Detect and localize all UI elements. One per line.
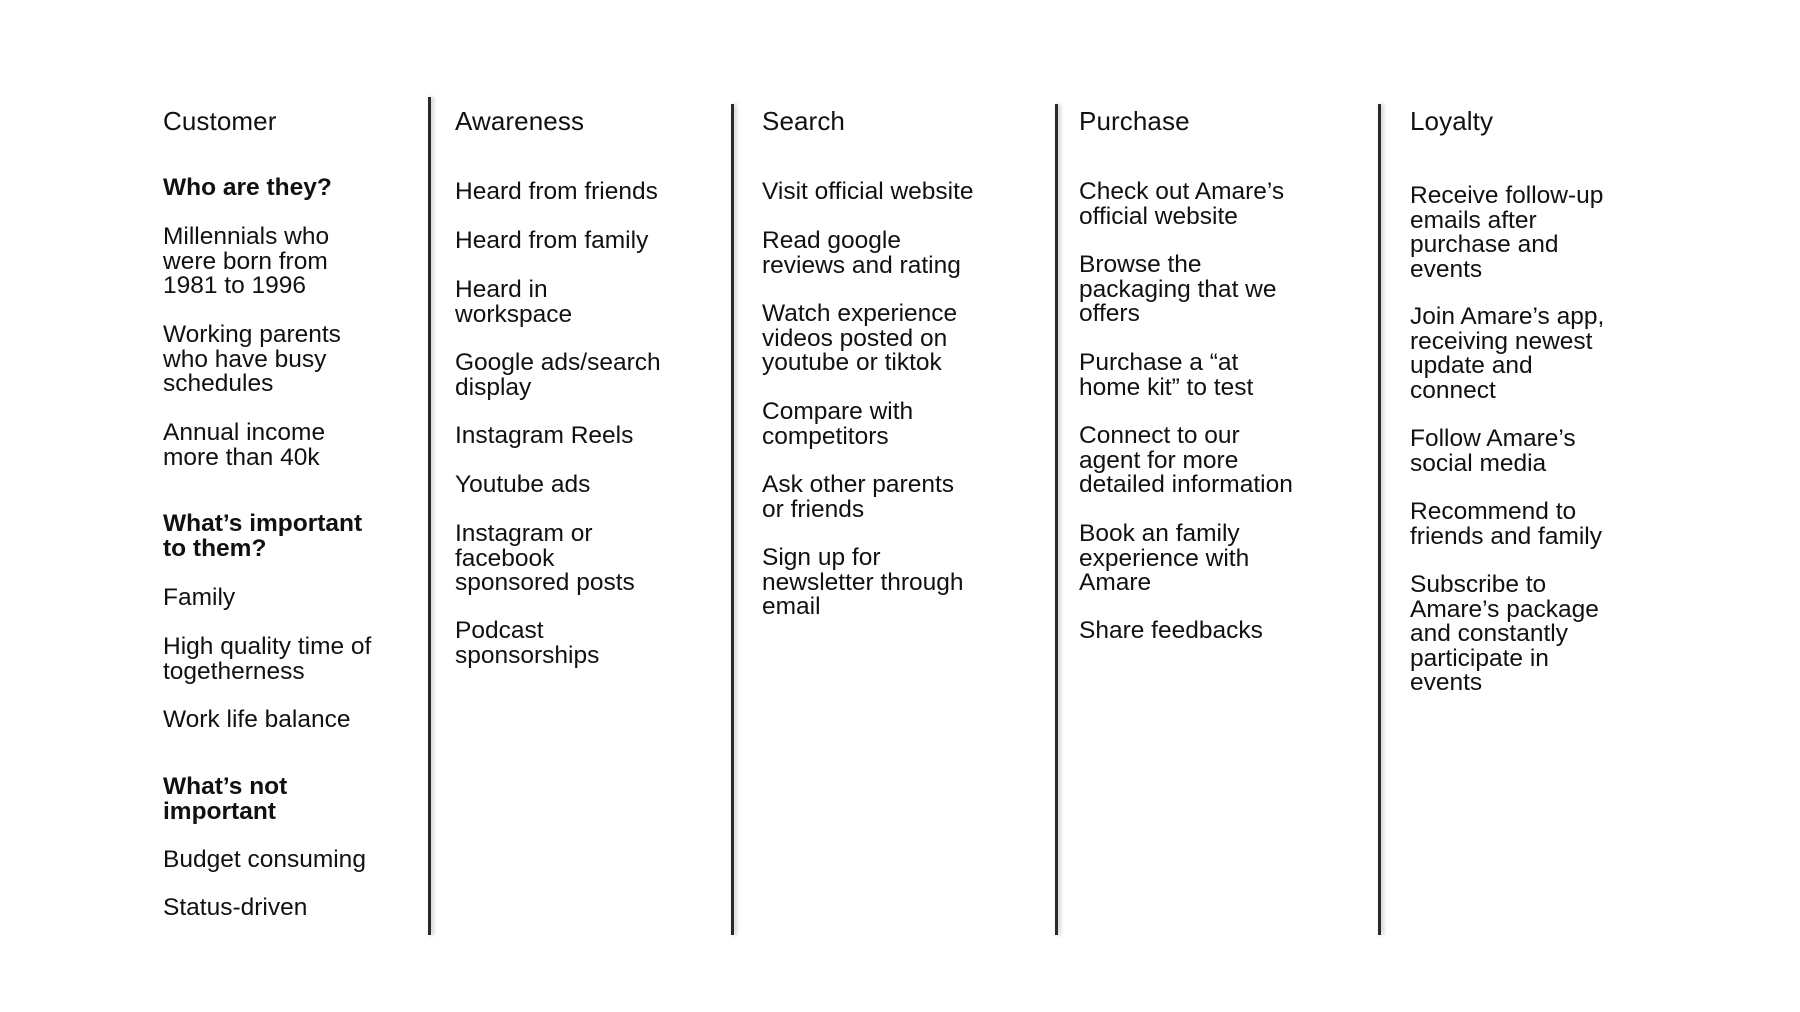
customer-title: Customer — [163, 106, 277, 136]
important-heading: What’s important to them? — [163, 510, 363, 562]
important-item: Family — [163, 584, 236, 611]
important-item: High quality time of togetherness — [163, 633, 372, 685]
who-item: Millennials who were born from 1981 to 1996 — [163, 223, 330, 299]
purchase-item: Book an family experience with Amare — [1079, 520, 1250, 596]
awareness-item: Instagram Reels — [455, 422, 634, 449]
loyalty-item: Follow Amare’s social media — [1410, 425, 1576, 477]
not-important-item: Status-driven — [163, 894, 308, 921]
loyalty-item: Join Amare’s app, receiving newest update and connect — [1410, 303, 1605, 404]
search-item: Read google reviews and rating — [762, 227, 961, 279]
purchase-item: Browse the packaging that we offers — [1079, 251, 1277, 327]
who-item: Working parents who have busy schedules — [163, 321, 341, 397]
purchase-item: Check out Amare’s official website — [1079, 178, 1285, 230]
awareness-title: Awareness — [455, 106, 585, 136]
purchase-item: Purchase a “at home kit” to test — [1079, 349, 1254, 401]
search-item: Ask other parents or friends — [762, 471, 955, 523]
column-divider-2 — [731, 104, 734, 935]
search-item: Compare with competitors — [762, 398, 914, 450]
column-divider-4 — [1378, 104, 1381, 935]
loyalty-item: Recommend to friends and family — [1410, 498, 1603, 550]
purchase-item: Connect to our agent for more detailed information — [1079, 422, 1293, 498]
awareness-item: Heard in workspace — [455, 276, 573, 328]
loyalty-title: Loyalty — [1410, 106, 1494, 136]
awareness-item: Google ads/search display — [455, 349, 661, 401]
search-title: Search — [762, 106, 845, 136]
important-item: Work life balance — [163, 706, 351, 733]
awareness-item: Heard from family — [455, 227, 649, 254]
awareness-item: Instagram or facebook sponsored posts — [455, 520, 635, 596]
column-divider-3 — [1055, 104, 1058, 935]
not-important-heading: What’s not important — [163, 773, 288, 825]
awareness-item: Youtube ads — [455, 471, 591, 498]
awareness-item: Podcast sponsorships — [455, 617, 600, 669]
who-item: Annual income more than 40k — [163, 419, 326, 471]
loyalty-item: Subscribe to Amare’s package and constantly participate in events — [1410, 571, 1599, 696]
loyalty-item: Receive follow-up emails after purchase and events — [1410, 182, 1604, 283]
column-divider-1 — [428, 97, 431, 935]
purchase-item: Share feedbacks — [1079, 617, 1263, 644]
who-heading: Who are they? — [163, 174, 332, 201]
not-important-item: Budget consuming — [163, 846, 366, 873]
search-item: Visit official website — [762, 178, 974, 205]
purchase-title: Purchase — [1079, 106, 1190, 136]
search-item: Sign up for newsletter through email — [762, 544, 964, 620]
search-item: Watch experience videos posted on youtube or tiktok — [762, 300, 958, 376]
awareness-item: Heard from friends — [455, 178, 658, 205]
